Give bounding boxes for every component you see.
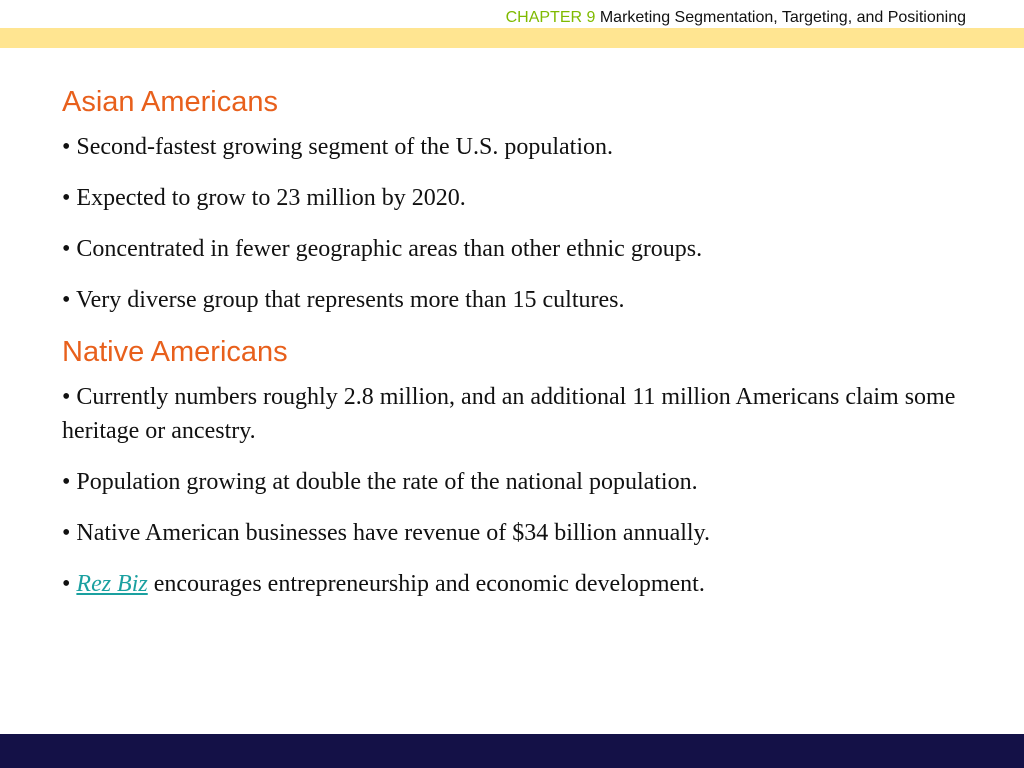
slide-content [62,82,962,601]
bullet-suffix: encourages entrepreneurship and economic development. [147,571,705,597]
bullet-item: • Currently numbers roughly 2.8 million, and an additional 11 million Americans claim some heritage or ancestry. [62,384,956,444]
bullet-item: • Very diverse group that represents more than 15 cultures. [62,287,625,313]
chapter-line [506,8,966,28]
section-heading-native-americans: Native Americans [62,336,288,368]
chapter-label: CHAPTER 9 [505,9,596,26]
chapter-title: Marketing Segmentation, Targeting, and Positioning [599,9,966,26]
footer-bar [0,734,1024,768]
bullet-item: • Second-fastest growing segment of the U.S. population. [62,134,613,160]
rez-biz-link[interactable]: Rez Biz [76,571,148,597]
header-band [0,28,1024,48]
bullet-item: • Expected to grow to 23 million by 2020. [62,185,466,211]
section-heading-asian-americans: Asian Americans [62,86,278,118]
bullet-item-rez-biz [62,567,962,601]
bullet-item: • Population growing at double the rate of the national population. [62,469,698,495]
bullet-item: • Concentrated in fewer geographic areas than other ethnic groups. [62,236,703,262]
bullet-prefix: • [62,571,77,597]
slide-header [0,0,1024,30]
bullet-item: • Native American businesses have revenue of $34 billion annually. [62,520,710,546]
